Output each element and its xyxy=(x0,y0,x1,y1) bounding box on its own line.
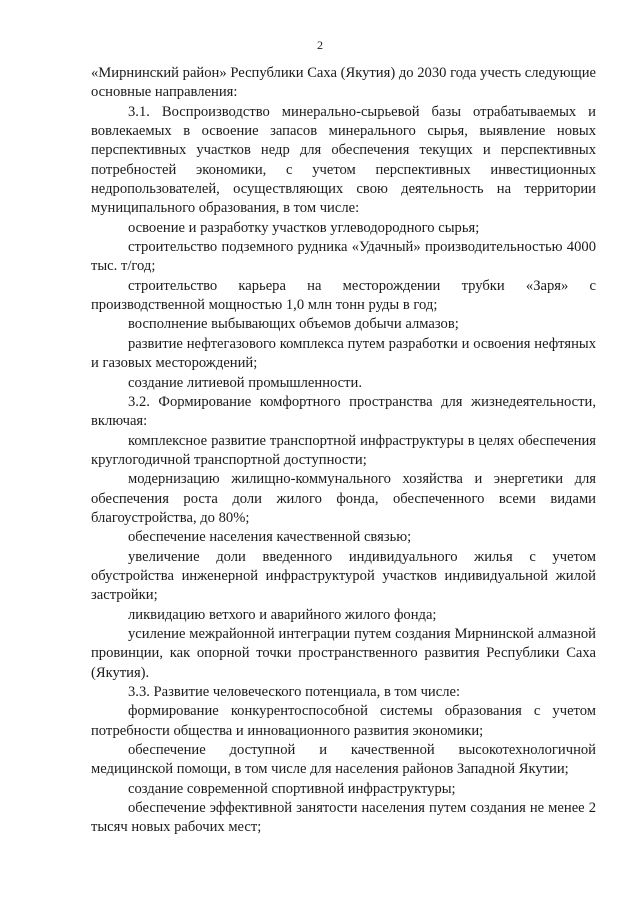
paragraph-section-3-3: 3.3. Развитие человеческого потенциала, в том числе: xyxy=(128,684,461,700)
paragraph-section-3-2: 3.2. Формирование комфортного пространства для жизнедеятельности, включая: xyxy=(91,393,596,430)
list-item: обеспечение эффективной занятости населения путем создания не менее 2 тысяч новых рабочих мест; xyxy=(91,800,596,836)
list-item: комплексное развитие транспортной инфраструктуры в целях обеспечения круглогодичной транспортной доступности; xyxy=(91,432,596,468)
list-item: увеличение доли введенного индивидуального жилья с учетом обустройства инженерной инфраструктурой участков индивидуальной жилой застройки; xyxy=(91,548,596,604)
list-item: создание современной спортивной инфраструктуры; xyxy=(128,780,456,797)
list-item: развитие нефтегазового комплекса путем разработки и освоения нефтяных и газовых месторождений; xyxy=(91,335,596,372)
list-item: формирование конкурентоспособной системы образования с учетом потребности общества и инновационного развития экономики; xyxy=(91,703,596,739)
document-body xyxy=(91,64,596,838)
list-item: восполнение выбывающих объемов добычи алмазов; xyxy=(128,316,459,333)
page-number: 2 xyxy=(317,38,323,52)
paragraph-section-3-1: 3.1. Воспроизводство минерально-сырьевой базы отрабатываемых и вовлекаемых в освоение запасов минерального сырья, выявление новых перспективных участков недр для обеспечения текущих и перспективных потребностей экономики, с учетом перспективных инвестиционных недропользователей, осуществляющих свою деятельность на территории муниципального образования, в том числе: xyxy=(91,103,596,217)
list-item: создание литиевой промышленности. xyxy=(128,374,362,391)
list-item: ликвидацию ветхого и аварийного жилого фонда; xyxy=(128,606,437,623)
list-item: обеспечение населения качественной связью; xyxy=(128,529,412,546)
paragraph-intro: «Мирнинский район» Республики Саха (Якутия) до 2030 года учесть следующие основные направления: xyxy=(91,65,596,101)
list-item: освоение и разработку участков углеводородного сырья; xyxy=(128,219,480,236)
list-item: строительство подземного рудника «Удачный» производительностью 4000 тыс. т/год; xyxy=(91,239,596,275)
list-item: обеспечение доступной и качественной высокотехнологичной медицинской помощи, в том числе для населения районов Западной Якутии; xyxy=(91,742,596,778)
list-item: усиление межрайонной интеграции путем создания Мирнинской алмазной провинции, как опорной точки пространственного развития Республики Саха (Якутия). xyxy=(91,625,596,681)
list-item: модернизацию жилищно-коммунального хозяйства и энергетики для обеспечения роста доли жилого фонда, обеспеченного всеми видами благоустройства, до 80%; xyxy=(91,471,596,526)
list-item: строительство карьера на месторождении трубки «Заря» с производственной мощностью 1,0 млн тонн руды в год; xyxy=(91,277,596,314)
